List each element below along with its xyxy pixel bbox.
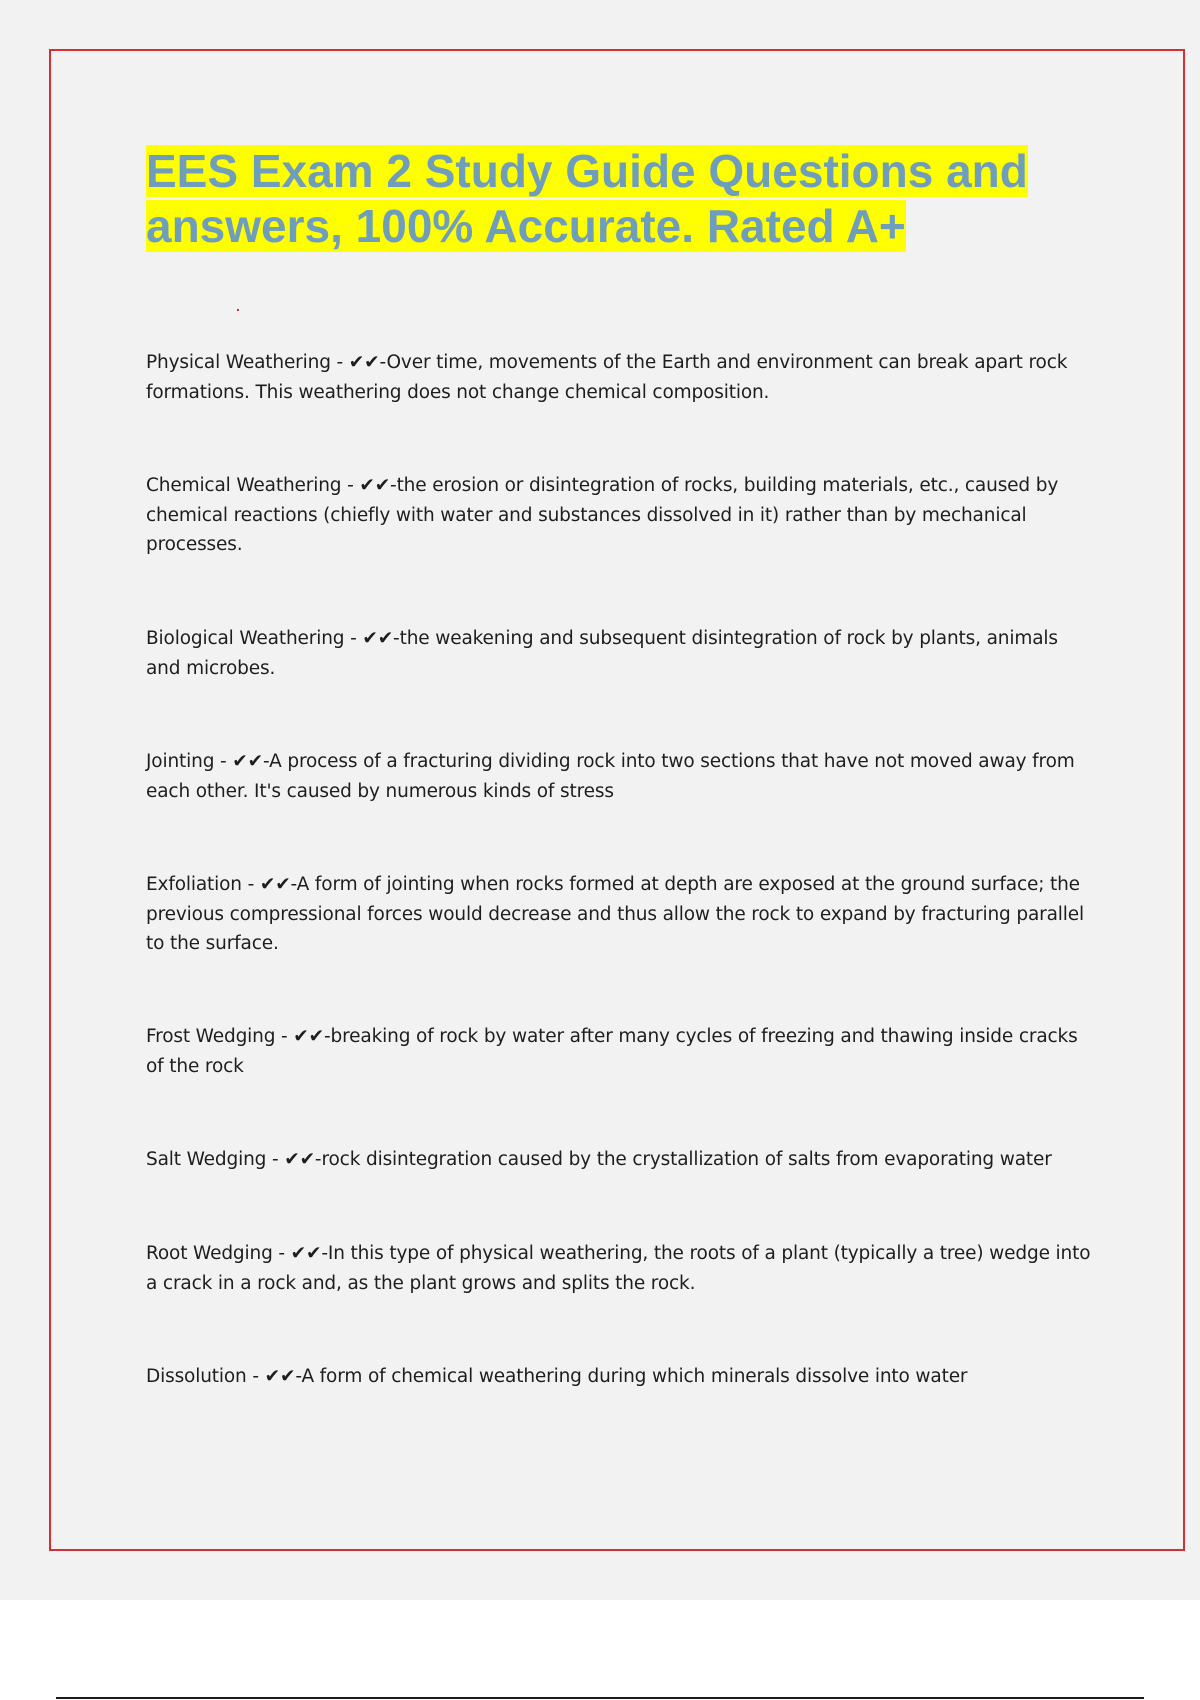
entry-exfoliation: Exfoliation - ✔✔-A form of jointing when rocks formed at depth are exposed at the ground surface; the previous compressional forces would decrease and thus allow the rock to expand by fracturing parallel to the surface. — [146, 874, 1084, 954]
document-title — [146, 144, 1096, 254]
entry-physical-weathering: Physical Weathering - ✔✔-Over time, movements of the Earth and environment can break apart rock formations. This weathering does not change chemical composition. — [146, 352, 1068, 403]
entry-salt-wedging: Salt Wedging - ✔✔-rock disintegration caused by the crystallization of salts from evaporating water — [146, 1149, 1052, 1170]
bottom-divider — [56, 1697, 1144, 1699]
entry-chemical-weathering: Chemical Weathering - ✔✔-the erosion or disintegration of rocks, building materials, etc., caused by chemical reactions (chiefly with water and substances dissolved in it) rather than by mechanical processes. — [146, 475, 1059, 555]
stray-red-mark — [237, 309, 239, 311]
entry-biological-weathering: Biological Weathering - ✔✔-the weakening and subsequent disintegration of rock by plants, animals and microbes. — [146, 628, 1058, 679]
title-highlight: EES Exam 2 Study Guide Questions and answers, 100% Accurate. Rated A+ — [146, 145, 1028, 252]
entry-root-wedging: Root Wedging - ✔✔-In this type of physical weathering, the roots of a plant (typically a tree) wedge into a crack in a rock and, as the plant grows and splits the rock. — [146, 1243, 1091, 1294]
entry-dissolution: Dissolution - ✔✔-A form of chemical weathering during which minerals dissolve into water — [146, 1366, 968, 1387]
entry-jointing: Jointing - ✔✔-A process of a fracturing dividing rock into two sections that have not moved away from each other. It's caused by numerous kinds of stress — [146, 751, 1075, 802]
entry-frost-wedging: Frost Wedging - ✔✔-breaking of rock by water after many cycles of freezing and thawing inside cracks of the rock — [146, 1026, 1078, 1077]
